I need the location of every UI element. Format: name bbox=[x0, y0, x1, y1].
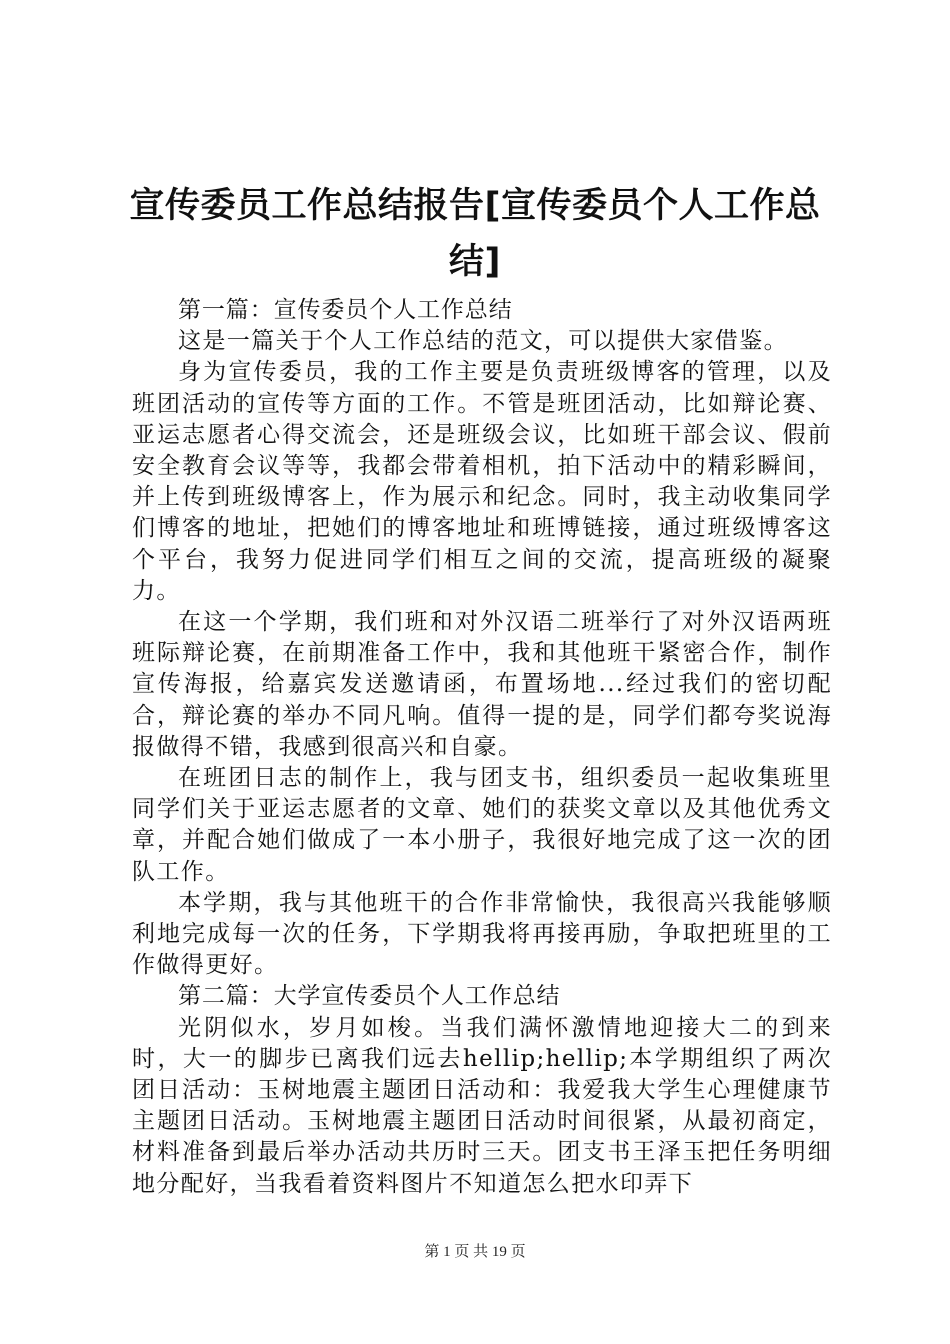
document-title: 宣传委员工作总结报告[宣传委员个人工作总结] bbox=[129, 186, 821, 282]
page-footer bbox=[0, 1242, 950, 1262]
paragraph: 在这一个学期，我们班和对外汉语二班举行了对外汉语两班班际辩论赛，在前期准备工作中，我和其他班干紧密合作，制作宣传海报，给嘉宾发送邀请函，布置场地...经过我们的密切配合，辩论赛的举办不同凡响。值得一提的是，同学们都夸奖说海报做得不错，我感到很高兴和自豪。 bbox=[132, 609, 832, 760]
document-body bbox=[132, 295, 832, 1200]
paragraph: 本学期，我与其他班干的合作非常愉快，我很高兴我能够顺利地完成每一次的任务，下学期我将再接再励，争取把班里的工作做得更好。 bbox=[132, 889, 832, 979]
section-heading-1: 第一篇：宣传委员个人工作总结 bbox=[178, 297, 513, 323]
page-number: 第 1 页 共 19 页 bbox=[424, 1244, 526, 1260]
paragraph: 身为宣传委员，我的工作主要是负责班级博客的管理，以及班团活动的宣传等方面的工作。不管是班团活动，比如辩论赛、亚运志愿者心得交流会，还是班级会议，比如班干部会议、假前安全教育会议等等，我都会带着相机，拍下活动中的精彩瞬间，并上传到班级博客上，作为展示和纪念。同时，我主动收集同学们博客的地址，把她们的博客地址和班博链接，通过班级博客这个平台，我努力促进同学们相互之间的交流，提高班级的凝聚力。 bbox=[132, 359, 832, 604]
paragraph: 这是一篇关于个人工作总结的范文，可以提供大家借鉴。 bbox=[178, 328, 788, 355]
paragraph: 在班团日志的制作上，我与团支书，组织委员一起收集班里同学们关于亚运志愿者的文章、她们的获奖文章以及其他优秀文章，并配合她们做成了一本小册子，我很好地完成了这一次的团队工作。 bbox=[132, 765, 832, 885]
paragraph: 光阴似水，岁月如梭。当我们满怀激情地迎接大二的到来时，大一的脚步已离我们远去hellip;hellip;本学期组织了两次团日活动：玉树地震主题团日活动和：我爱我大学生心理健康节主题团日活动。玉树地震主题团日活动时间很紧，从最初商定，材料准备到最后举办活动共历时三天。团支书王泽玉把任务明细地分配好，当我看着资料图片不知道怎么把水印弄下 bbox=[132, 1014, 832, 1197]
section-heading-2: 第二篇：大学宣传委员个人工作总结 bbox=[178, 983, 561, 1010]
